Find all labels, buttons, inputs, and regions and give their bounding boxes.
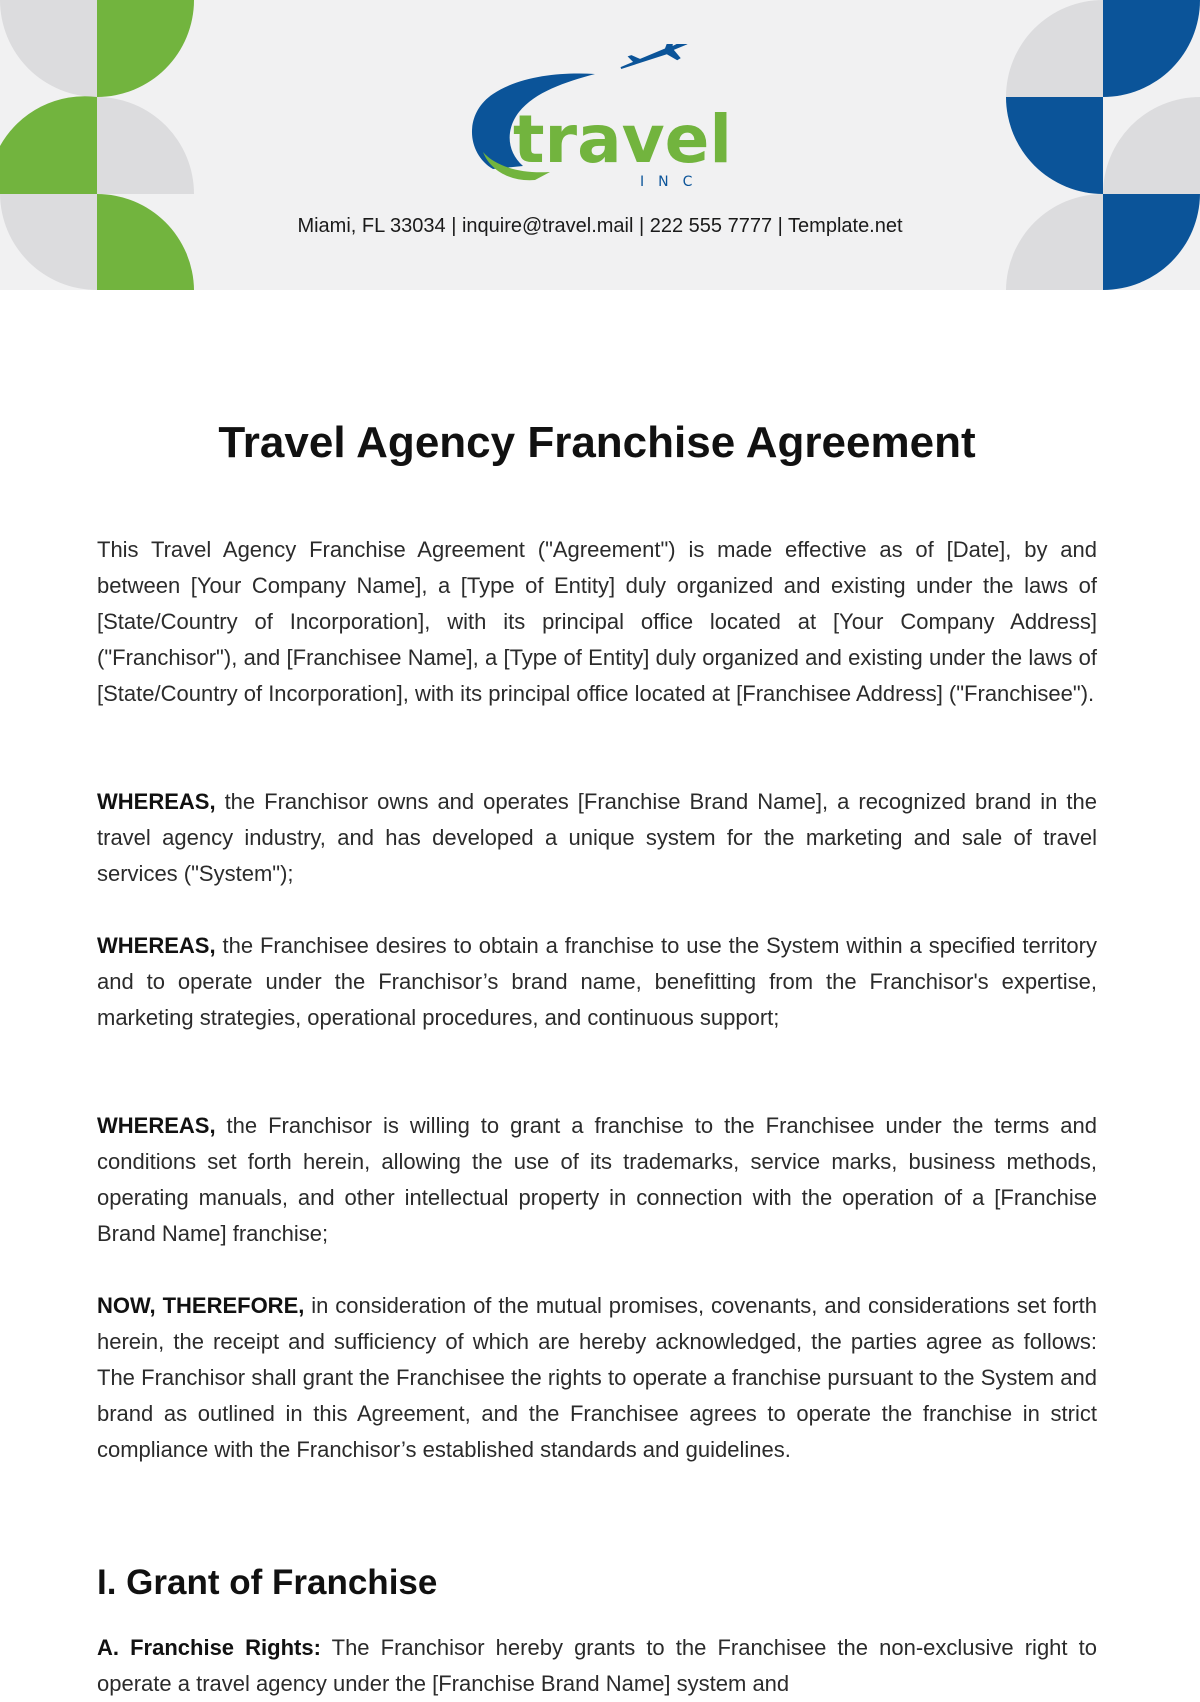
- paragraph-lead: A. Franchise Rights:: [97, 1635, 321, 1660]
- now-therefore-paragraph: [97, 1288, 1097, 1468]
- document-title: Travel Agency Franchise Agreement: [218, 418, 976, 467]
- paragraph-text: The Franchisor hereby grants to the Franchisee the non-exclusive right to operate a travel agency under the [Franchise Brand Name] system and: [97, 1635, 1097, 1696]
- paragraph-text: the Franchisor owns and operates [Franchise Brand Name], a recognized brand in the travel agency industry, and has developed a unique system for the marketing and sale of travel services ("System");: [97, 789, 1097, 886]
- deco-quarter-green-bottom: [97, 194, 194, 290]
- deco-quarter-gray-bottom: [0, 194, 97, 290]
- airplane-icon: [616, 44, 693, 78]
- paragraph-text: the Franchisor is willing to grant a franchise to the Franchisee under the terms and conditions set forth herein, allowing the use of its trademarks, service marks, business methods, operating manuals, and other intellectual property in connection with the operation of a [Franchise Brand Name] franchise;: [97, 1113, 1097, 1246]
- paragraph-lead: WHEREAS,: [97, 1113, 216, 1138]
- paragraph-text: in consideration of the mutual promises, covenants, and considerations set forth herein, the receipt and sufficiency of which are hereby acknowledged, the parties agree as follows: The Franchisor shall grant the Franchisee the rights to operate a franchise pursuant to the System and brand as outlined in this Agreement, and the Franchisee agrees to operate the franchise in strict compliance with the Franchisor’s established standards and guidelines.: [97, 1293, 1097, 1462]
- franchise-rights-paragraph: [97, 1630, 1097, 1702]
- deco-half-blue: [1006, 97, 1103, 194]
- deco-half-green: [0, 96, 97, 194]
- intro-paragraph: This Travel Agency Franchise Agreement ("Agreement") is made effective as of [Date], by and between [Your Company Name], a [Type of Entity] duly organized and existing under the laws of [State/Country of Incorporation], with its principal office located at [Your Company Address] ("Franchisor"), and [Franchisee Name], a [Type of Entity] duly organized and existing under the laws of [State/Country of Incorporation], with its principal office located at [Franchisee Address] ("Franchisee").: [97, 537, 1097, 706]
- deco-quarter-green-top: [97, 0, 194, 97]
- deco-quarter-gray-top: [0, 0, 97, 97]
- deco-quarter-blue-bottom: [1103, 194, 1200, 290]
- decorative-shapes-right: [1000, 0, 1200, 290]
- section-heading-grant: I. Grant of Franchise: [97, 1563, 438, 1602]
- paragraph-text: the Franchisee desires to obtain a franchise to use the System within a specified territory and to operate under the Franchisor’s brand name, benefitting from the Franchisor's expertise, marketing strategies, operational procedures, and continuous support;: [97, 933, 1097, 1030]
- contact-line: Miami, FL 33034 | inquire@travel.mail | 222 555 7777 | Template.net: [297, 215, 903, 237]
- letterhead: [0, 0, 1200, 290]
- deco-half-gray: [1103, 97, 1200, 194]
- paragraph-lead: NOW, THEREFORE,: [97, 1293, 305, 1318]
- decorative-shapes-left: [0, 0, 200, 290]
- deco-quarter-gray-bottom: [1006, 194, 1103, 290]
- company-logo: [465, 44, 735, 194]
- logo-wordmark: travel: [513, 101, 733, 178]
- deco-quarter-gray-top: [1006, 0, 1103, 97]
- paragraph-lead: WHEREAS,: [97, 933, 216, 958]
- deco-half-gray: [97, 97, 194, 194]
- deco-quarter-blue-top: [1103, 0, 1200, 97]
- whereas-paragraph-3: [97, 1108, 1097, 1252]
- whereas-paragraph-1: [97, 784, 1097, 892]
- whereas-paragraph-2: [97, 928, 1097, 1036]
- logo-subtext: INC: [640, 174, 707, 190]
- paragraph-lead: WHEREAS,: [97, 789, 216, 814]
